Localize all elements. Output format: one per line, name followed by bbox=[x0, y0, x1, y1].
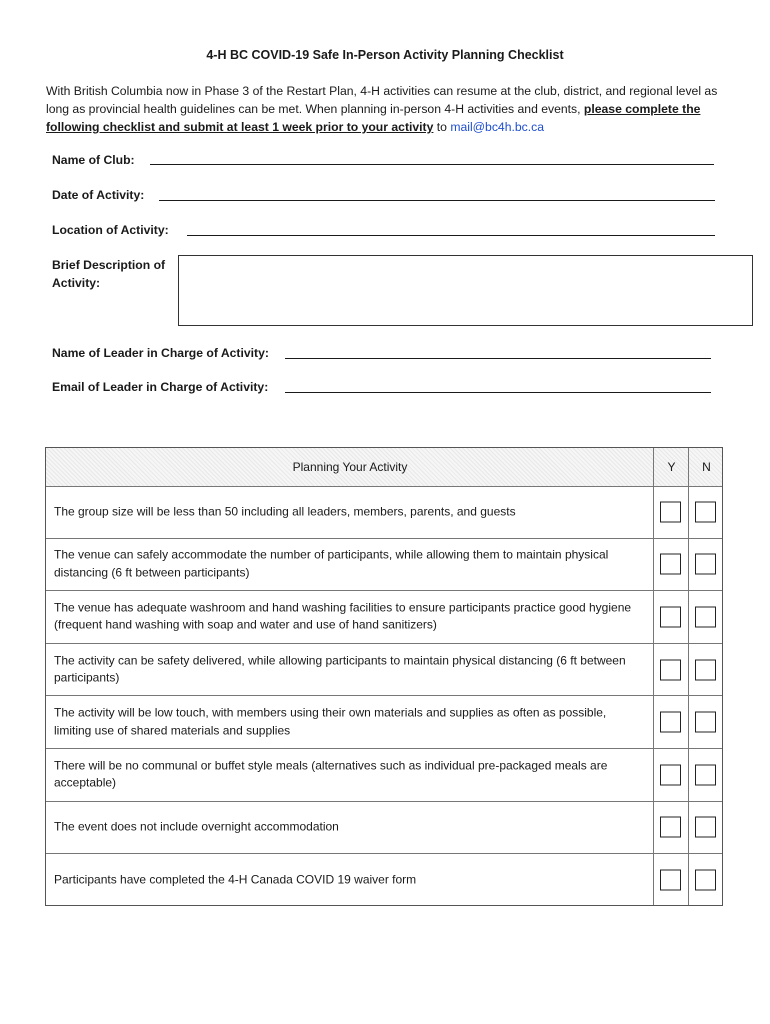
yes-checkbox[interactable] bbox=[660, 554, 681, 575]
no-checkbox[interactable] bbox=[695, 554, 716, 575]
intro-text: With British Columbia now in Phase 3 of the Restart Plan, 4-H activities can resume at the club, district, and regional level as long as provincial health guidelines can be met. When planning in-person 4-H activities and events, bbox=[46, 84, 718, 116]
leader-name-field[interactable] bbox=[285, 358, 711, 359]
leader-email-label: Email of Leader in Charge of Activity: bbox=[52, 380, 269, 394]
table-row bbox=[46, 696, 722, 749]
page-title: 4-H BC COVID-19 Safe In-Person Activity Planning Checklist bbox=[206, 48, 564, 62]
table-row bbox=[46, 539, 722, 592]
yes-checkbox[interactable] bbox=[660, 659, 681, 680]
no-checkbox[interactable] bbox=[695, 870, 716, 891]
checklist-item-text: There will be no communal or buffet style meals (alternatives such as individual pre-packaged meals are acceptable) bbox=[54, 758, 608, 790]
table-row bbox=[46, 854, 722, 907]
table-header bbox=[46, 448, 722, 487]
table-header-title: Planning Your Activity bbox=[292, 460, 408, 474]
checklist-item-text: The group size will be less than 50 including all leaders, members, parents, and guests bbox=[54, 504, 516, 519]
contact-email-link[interactable]: mail@bc4h.bc.ca bbox=[450, 120, 544, 134]
yes-checkbox[interactable] bbox=[660, 817, 681, 838]
yes-column-header: Y bbox=[667, 460, 676, 474]
table-row bbox=[46, 802, 722, 855]
table-row bbox=[46, 486, 722, 539]
intro-paragraph bbox=[46, 82, 726, 136]
checklist-item-text: The venue can safely accommodate the number of participants, while allowing them to maintain physical distancing (6 ft between participants) bbox=[54, 547, 609, 580]
yes-checkbox[interactable] bbox=[660, 501, 681, 522]
table-row bbox=[46, 591, 722, 644]
yes-checkbox[interactable] bbox=[660, 712, 681, 733]
activity-date-label: Date of Activity: bbox=[52, 188, 145, 202]
planning-checklist-table bbox=[45, 447, 723, 906]
checklist-item-text: The activity can be safety delivered, while allowing participants to maintain physical distancing (6 ft between participants) bbox=[54, 653, 626, 685]
no-checkbox[interactable] bbox=[695, 659, 716, 680]
yes-checkbox[interactable] bbox=[660, 606, 681, 627]
leader-name-label: Name of Leader in Charge of Activity: bbox=[52, 346, 269, 360]
leader-email-field[interactable] bbox=[285, 392, 711, 393]
activity-date-field[interactable] bbox=[159, 200, 715, 201]
no-checkbox[interactable] bbox=[695, 764, 716, 785]
checklist-item-text: Participants have completed the 4-H Canada COVID 19 waiver form bbox=[54, 872, 417, 887]
table-row bbox=[46, 644, 722, 697]
intro-instruction: please complete the following checklist and submit at least 1 week prior to your activity bbox=[46, 102, 701, 134]
checklist-item-text: The venue has adequate washroom and hand washing facilities to ensure participants practice good hygiene (frequent hand washing with soap and water and use of hand sanitizers) bbox=[54, 600, 632, 632]
no-checkbox[interactable] bbox=[695, 606, 716, 627]
yes-checkbox[interactable] bbox=[660, 764, 681, 785]
activity-description-label: Brief Description of Activity: bbox=[52, 258, 166, 290]
club-name-label: Name of Club: bbox=[52, 153, 135, 167]
no-column-header: N bbox=[702, 460, 711, 474]
intro-text-to: to bbox=[433, 120, 451, 134]
checklist-item-text: The activity will be low touch, with members using their own materials and supplies as often as possible, limiting use of shared materials and supplies bbox=[54, 705, 607, 738]
no-checkbox[interactable] bbox=[695, 501, 716, 522]
club-name-field[interactable] bbox=[150, 164, 714, 165]
table-row bbox=[46, 749, 722, 802]
no-checkbox[interactable] bbox=[695, 817, 716, 838]
activity-location-field[interactable] bbox=[187, 235, 715, 236]
checklist-item-text: The event does not include overnight accommodation bbox=[54, 819, 339, 834]
activity-location-label: Location of Activity: bbox=[52, 223, 169, 237]
activity-description-box[interactable] bbox=[178, 255, 753, 326]
yes-checkbox[interactable] bbox=[660, 870, 681, 891]
no-checkbox[interactable] bbox=[695, 712, 716, 733]
